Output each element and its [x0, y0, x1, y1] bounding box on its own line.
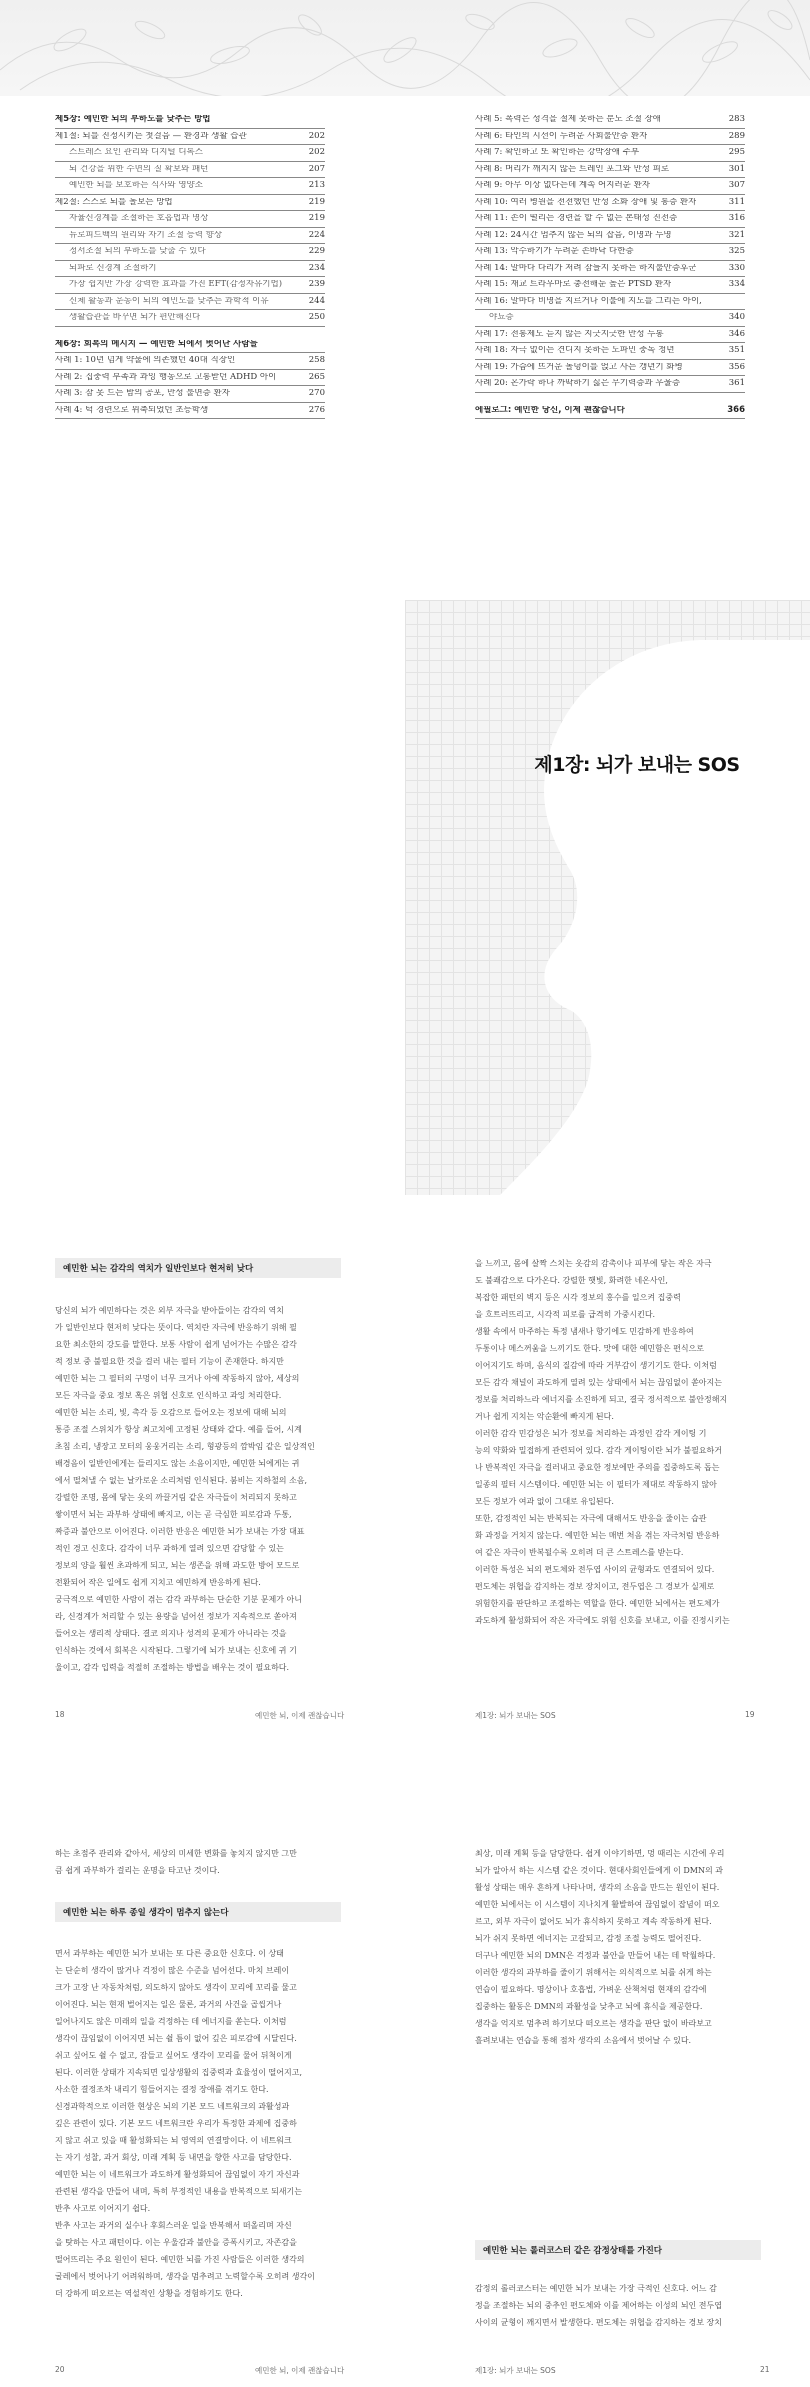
toc-entry-title: 사례 1: 10년 넘게 약물에 의존했던 40대 직장인: [55, 356, 236, 365]
page-number: 21: [760, 2365, 770, 2374]
toc-entry-page: 351: [728, 345, 745, 355]
toc-entry-page: 289: [728, 130, 745, 141]
text-line: 이어지기도 하며, 음식의 질감에 따라 거부감이 생기기도 한다. 이처럼: [475, 1361, 717, 1370]
text-line: 이러한 특성은 뇌의 편도체와 전두엽 사이의 균형과도 연결되어 있다.: [475, 1565, 715, 1574]
toc-entry[interactable]: [55, 211, 325, 228]
page-number: 18: [55, 1710, 65, 1719]
text-line: 신경과학적으로 이러한 현상은 뇌의 기본 모드 네트워크의 과활성과: [55, 2102, 290, 2111]
text-line: 여 같은 자극이 반복될수록 오히려 더 큰 스트레스를 받는다.: [475, 1548, 684, 1557]
toc-entry[interactable]: [475, 327, 745, 344]
text-line: 이러한 감각 민감성은 뇌가 정보를 처리하는 과정인 감각 게이팅 기: [475, 1429, 707, 1438]
toc-chapter-heading[interactable]: [55, 337, 325, 354]
leaf-pattern-icon: [0, 0, 810, 96]
toc-entry-title: 사례 2: 집중력 부족과 과잉 행동으로 고통받던 ADHD 아이: [55, 372, 277, 381]
text-line: 연습이 필요하다. 명상이나 호흡법, 가벼운 산책처럼 현재의 감각에: [475, 1985, 707, 1994]
toc-entry-page: 224: [308, 229, 325, 240]
toc-entry[interactable]: [55, 386, 325, 403]
text-line: 르고, 외부 자극이 없어도 뇌가 휴식하지 못하고 계속 작동하게 된다.: [475, 1917, 712, 1926]
text-line: 더 강하게 떠오르는 역설적인 상황을 경험하기도 한다.: [55, 2289, 243, 2298]
toc-entry[interactable]: [55, 261, 325, 278]
text-line: 요한 최소한의 강도를 말한다. 보통 사람이 쉽게 넘어가는 수많은 감각: [55, 1340, 297, 1349]
text-line: 모든 감각 채널이 과도하게 열려 있는 상태에서 뇌는 끊임없이 쏟아지는: [475, 1378, 722, 1387]
toc-entry-title: 사례 8: 머리가 깨지지 않는 트레인 포그와 만성 피로: [475, 164, 670, 173]
toc-entry-page: 270: [308, 388, 325, 398]
text-line: 화 과정을 거치지 않는다. 예민한 뇌는 매번 처음 겪는 자극처럼 반응하: [475, 1531, 720, 1540]
text-line: 면서 과부하는 예민한 뇌가 보내는 또 다른 중요한 신호다. 이 상태: [55, 1949, 284, 1958]
toc-entry-title: 제2절: 스스로 뇌를 돌보는 방법: [55, 197, 173, 206]
toc-entry[interactable]: [55, 403, 325, 420]
text-line: 활성 상태는 매우 흔하게 나타나며, 생각의 소음을 만드는 원인이 된다.: [475, 1883, 720, 1892]
text-line: 모든 자극을 중요 정보 혹은 위협 신호로 인식하고 과잉 처리한다.: [55, 1391, 282, 1400]
toc-entry[interactable]: [475, 162, 745, 179]
toc-entry-page: 366: [727, 404, 745, 415]
toc-entry-page: 229: [308, 246, 325, 256]
toc-chapter-heading[interactable]: [55, 112, 325, 129]
toc-entry-title: 사례 15: 재교 트라우마로 충전해둔 높은 PTSD 환자: [475, 280, 672, 289]
toc-entry[interactable]: [55, 370, 325, 387]
text-line: 또한, 감정적인 뇌는 반복되는 자극에 대해서도 반응을 줄이는 습관: [475, 1514, 707, 1523]
toc-entry[interactable]: [55, 195, 325, 212]
text-line: 을 느끼고, 몸에 살짝 스치는 옷감의 감촉이나 피부에 닿는 작은 자극: [475, 1259, 712, 1268]
text-line: 는 단순히 생각이 많거나 걱정이 많은 수준을 넘어선다. 마치 브레이: [55, 1966, 290, 1975]
toc-entry[interactable]: [55, 178, 325, 195]
page-number: 19: [745, 1710, 755, 1719]
toc-entry-title: 뉴로피드백의 원리와 자기 조절 능력 향상: [69, 230, 223, 239]
toc-entry-page: 356: [728, 361, 745, 372]
body-text: [475, 1845, 775, 2049]
toc-entry-title: 사례 12: 24시간 멈추지 않는 뇌의 잡음, 이명과 두명: [475, 230, 672, 239]
text-line: 이러한 생각의 과부하를 줄이기 위해서는 의식적으로 뇌를 쉬게 하는: [475, 1968, 712, 1977]
toc-entry[interactable]: [475, 244, 745, 261]
toc-entry-title: 예민한 뇌를 보호하는 식사와 영양소: [69, 181, 203, 190]
text-line: 배경음이 일반인에게는 들리지도 않는 소음이지만, 예민한 뇌에게는 귀: [55, 1459, 300, 1468]
running-title: 제1장: 뇌가 보내는 SOS: [475, 2366, 556, 2375]
toc-entry[interactable]: [475, 145, 745, 162]
toc-chapter-heading[interactable]: [475, 403, 745, 420]
toc-entry[interactable]: [55, 162, 325, 179]
toc-entry-page: 219: [308, 213, 325, 223]
toc-entry-title: 야뇨증: [489, 313, 514, 322]
toc-entry-page: 250: [308, 312, 325, 322]
text-line: 가 일반인보다 현저히 낮다는 뜻이다. 역치란 자극에 반응하기 위해 필: [55, 1323, 297, 1332]
toc-entry-page: 239: [308, 279, 325, 289]
toc-entry-page: 330: [728, 262, 745, 273]
toc-entry[interactable]: [475, 343, 745, 360]
text-line: 흘려보내는 연습을 통해 점차 생각의 소음에서 벗어날 수 있다.: [475, 2036, 692, 2045]
toc-entry-page: 213: [308, 180, 325, 190]
toc-entry-title: 뇌파로 신경계 조절하기: [69, 263, 157, 272]
text-line: 집중하는 활동은 DMN의 과활성을 낮추고 뇌에 휴식을 제공한다.: [475, 2002, 703, 2011]
toc-entry-page: 219: [308, 196, 325, 207]
page-number: 20: [55, 2365, 65, 2374]
body-text: [475, 2280, 775, 2331]
toc-entry[interactable]: [55, 353, 325, 370]
toc-entry-title: 에필로그: 예민한 당신, 이제 괜찮습니다: [475, 405, 625, 414]
body-text: [55, 1945, 355, 2302]
text-line: 는 자기 성찰, 과거 회상, 미래 계획 등 내면을 향한 사고를 담당한다.: [55, 2153, 292, 2162]
text-line: 초침 소리, 냉장고 모터의 웅웅거리는 소리, 형광등의 깜박임 같은 일상적인: [55, 1442, 315, 1451]
text-line: 과도하게 활성화되어 작은 자극에도 위험 신호를 보내고, 이를 진정시키는: [475, 1616, 730, 1625]
toc-entry-title: 사례 14: 말마다 다리가 저려 잠들지 못하는 하지불안증후군: [475, 263, 697, 272]
toc-entry-title: 사례 17: 전통제도 듣지 않는 지긋지긋한 만성 두통: [475, 329, 664, 338]
toc-entry[interactable]: [475, 228, 745, 245]
text-line: 생각이 끊임없이 이어지면 뇌는 쉴 틈이 없어 깊은 피로감에 시달린다.: [55, 2034, 297, 2043]
text-line: 거나 쉽게 지치는 악순환에 빠지게 된다.: [475, 1412, 614, 1421]
toc-entry-title: 정서조절 뇌의 부하도를 낮출 수 있다: [69, 247, 206, 256]
toc-entry-title: 사례 13: 악수하기가 두려운 손바닥 다한증: [475, 247, 634, 256]
toc-entry-page: 334: [728, 279, 745, 289]
toc-entry[interactable]: [475, 376, 745, 393]
toc-entry[interactable]: [475, 277, 745, 294]
toc-entry[interactable]: [55, 277, 325, 294]
toc-spacer: [55, 327, 325, 337]
toc-spacer: [475, 393, 745, 403]
toc-entry-page: 321: [728, 229, 745, 240]
toc-entry[interactable]: [475, 360, 745, 377]
text-line: 적 정보 중 불필요한 것을 걸러 내는 필터 기능이 존재한다. 하지만: [55, 1357, 284, 1366]
toc-entry-page: 244: [308, 295, 325, 306]
text-line: 떨어뜨리는 주요 원인이 된다. 예민한 뇌를 가진 사람들은 이러한 생각의: [55, 2255, 305, 2264]
text-line: 능의 약화와 밀접하게 관련되어 있다. 감각 게이팅이란 뇌가 불필요하거: [475, 1446, 722, 1455]
toc-entry[interactable]: [55, 228, 325, 245]
text-line: 감정의 롤러코스터는 예민한 뇌가 보내는 가장 극적인 신호다. 어느 감: [475, 2284, 717, 2293]
text-line: 을 흐트러뜨리고, 시각적 피로를 급격히 가중시킨다.: [475, 1310, 656, 1319]
toc-entry-title: 사례 20: 온가락 하나 까딱하기 싫은 무기력증과 우울증: [475, 379, 681, 388]
toc-entry-title: 생활습관을 바꾸면 뇌가 편안해진다: [69, 313, 201, 322]
text-line: 짜증과 불안으로 이어진다. 이러한 반응은 예민한 뇌가 보내는 가장 대표: [55, 1527, 305, 1536]
text-line: 편도체는 위협을 감지하는 경보 장치이고, 전두엽은 그 경보가 실제로: [475, 1582, 715, 1591]
text-line: 일어나지도 않은 미래의 일을 걱정하는 데 에너지를 쏟는다. 이처럼: [55, 2017, 287, 2026]
text-line: 통증 조절 스위치가 항상 최고치에 고정된 상태와 같다. 예를 들어, 시계: [55, 1425, 302, 1434]
text-line: 쉬고 싶어도 쉴 수 없고, 잠들고 싶어도 생각이 꼬리를 물어 뒤척이게: [55, 2051, 292, 2060]
text-line: 전환되어 작은 일에도 쉽게 지치고 예민하게 반응하게 된다.: [55, 1578, 261, 1587]
text-line: 당신의 뇌가 예민하다는 것은 외부 자극을 받아들이는 감각의 역치: [55, 1306, 284, 1315]
toc-entry-title: 사례 19: 가슴에 뜨거운 돌덩이를 얹고 사는 갱년기 화병: [475, 362, 683, 371]
text-line: 사소한 결정조차 내리기 힘들어지는 결정 장애를 겪기도 한다.: [55, 2085, 269, 2094]
text-line: 울이고, 감각 입력을 적절히 조절하는 방법을 배우는 것이 필요하다.: [55, 1663, 290, 1672]
text-line: 위험한지를 판단하고 조절하는 역할을 한다. 예민한 뇌에서는 편도체가: [475, 1599, 720, 1608]
chapter-title-page: [405, 600, 810, 1195]
toc-entry-title: 스트레스 요인 관리와 디지털 디톡스: [69, 148, 203, 157]
toc-entry-page: 258: [308, 355, 325, 365]
toc-entry-title: 사례 6: 타인의 시선이 두려운 사회불안증 환자: [475, 131, 648, 140]
toc-entry[interactable]: [55, 244, 325, 261]
toc-entry-page: 295: [728, 147, 745, 157]
text-line: 두통이나 메스꺼움을 느끼기도 한다. 맛에 대한 예민함은 편식으로: [475, 1344, 704, 1353]
text-line: 깊은 관련이 있다. 기본 모드 네트워크란 우리가 특정한 과제에 집중하: [55, 2119, 297, 2128]
toc-entry-page: 301: [728, 163, 745, 174]
text-line: 정보를 처리하느라 에너지를 소진하게 되고, 결국 정서적으로 불안정해지: [475, 1395, 728, 1404]
toc-entry-page: 307: [728, 180, 745, 190]
text-line: 더구나 예민한 뇌의 DMN은 걱정과 불안을 만들어 내는 데 탁월하다.: [475, 1951, 716, 1960]
section-heading: 예민한 뇌는 롤러코스터 같은 감정상태를 가진다: [475, 2240, 761, 2260]
body-text: [475, 1255, 775, 1629]
running-title: 제1장: 뇌가 보내는 SOS: [475, 1711, 556, 1720]
text-line: 반추 사고로 이어지기 쉽다.: [55, 2204, 151, 2213]
toc-right-column: [475, 112, 745, 419]
text-line: 이어진다. 뇌는 현재 벌어지는 일은 물론, 과거의 사건을 곱씹거나: [55, 2000, 282, 2009]
section-heading: 예민한 뇌는 하루 종일 생각이 멈추지 않는다: [55, 1902, 341, 1922]
text-line: 복잡한 패턴의 벽지 등은 시각 정보의 홍수를 일으켜 집중력: [475, 1293, 681, 1302]
toc-entry-title: 사례 10: 여러 병원을 전전했던 만성 소화 장애 및 통증 환자: [475, 197, 697, 206]
text-line: 생활 속에서 마주하는 특정 냄새나 향기에도 민감하게 반응하여: [475, 1327, 694, 1336]
text-line: 을 탓하는 사고 패턴이다. 이는 우울감과 불안을 증폭시키고, 자존감을: [55, 2238, 297, 2247]
body-text: [55, 1302, 355, 1676]
running-title: 예민한 뇌, 이제 괜찮습니다: [255, 2366, 345, 2375]
toc-entry-page: 346: [728, 328, 745, 339]
toc-entry-page: 316: [728, 213, 745, 223]
toc-entry-page: 340: [728, 312, 745, 322]
toc-entry-title: 사례 16: 말마다 비명을 지르거나 이불에 지도를 그리는 아이,: [475, 296, 702, 305]
toc-entry-page: 202: [308, 130, 325, 141]
toc-entry-title: 뇌 건강을 위한 수면의 질 확보와 패턴: [69, 164, 209, 173]
toc-entry[interactable]: [55, 145, 325, 162]
text-line: 라, 신경계가 처리할 수 있는 용량을 넘어선 정보가 지속적으로 쏟아져: [55, 1612, 297, 1621]
text-line: 인식하는 것에서 회복은 시작된다. 그렇기에 뇌가 보내는 신호에 귀 기: [55, 1646, 297, 1655]
text-line: 들어오는 생리적 상태다. 결코 의지나 성격의 문제가 아니라는 것을: [55, 1629, 287, 1638]
running-title: 예민한 뇌, 이제 괜찮습니다: [255, 1711, 345, 1720]
toc-entry[interactable]: [475, 195, 745, 212]
text-line: 예민한 뇌에서는 이 시스템이 지나치게 활발하여 끊임없이 잡념이 떠오: [475, 1900, 720, 1909]
text-line: 정보의 양을 훨씬 초과하게 되고, 뇌는 생존을 위해 과도한 방어 모드로: [55, 1561, 300, 1570]
toc-entry-title: 사례 5: 폭력은 성격을 절제 못하는 분노 조절 장애: [475, 115, 661, 124]
text-line: 된다. 이러한 상태가 지속되면 일상생활의 집중력과 효율성이 떨어지고,: [55, 2068, 302, 2077]
text-line: 큼 쉽게 과부하가 걸리는 운명을 타고난 것이다.: [55, 1866, 220, 1875]
body-text: [55, 1845, 355, 1879]
section-heading: 예민한 뇌는 감각의 역치가 일반인보다 현저히 낮다: [55, 1258, 341, 1278]
toc-entry-page: 361: [728, 378, 745, 388]
toc-entry[interactable]: [475, 294, 745, 311]
toc-entry[interactable]: [55, 129, 325, 146]
toc-entry-page: 234: [308, 262, 325, 273]
toc-entry[interactable]: [475, 211, 745, 228]
toc-entry-title: 신체 활동과 운동이 뇌의 예민도를 낮추는 과학적 이유: [69, 296, 269, 305]
toc-entry-title: 제6장: 회복의 메시지 — 예민한 뇌에서 벗어난 사람들: [55, 339, 258, 348]
text-line: 에서 떨쳐낼 수 없는 날카로운 소리처럼 인식된다. 붐비는 지하철의 소음,: [55, 1476, 308, 1485]
toc-entry-page: 202: [308, 147, 325, 157]
toc-entry-page: 276: [308, 404, 325, 415]
text-line: 예민한 뇌는 이 네트워크가 과도하게 활성화되어 끊임없이 자기 자신과: [55, 2170, 300, 2179]
text-line: 뇌가 쉬지 못하면 에너지는 고갈되고, 감정 조절 능력도 떨어진다.: [475, 1934, 702, 1943]
text-line: 관련된 생각을 만들어 내며, 특히 부정적인 내용을 반복적으로 되새기는: [55, 2187, 302, 2196]
toc-entry-title: 제1절: 뇌를 진정시키는 첫걸음 — 환경과 생활 습관: [55, 131, 247, 140]
toc-entry[interactable]: [475, 178, 745, 195]
text-line: 모든 정보가 여과 없이 그대로 유입된다.: [475, 1497, 614, 1506]
toc-entry[interactable]: [55, 310, 325, 327]
toc-entry[interactable]: [475, 112, 745, 129]
toc-entry-title: 사례 3: 잠 못 드는 밤의 공포, 만성 불면증 환자: [55, 389, 230, 398]
toc-entry-page: 265: [308, 371, 325, 382]
text-line: 사이의 균형이 깨지면서 발생한다. 편도체는 위협을 감지하는 경보 장치: [475, 2318, 722, 2327]
toc-entry-title: 사례 18: 자극 없이는 견디지 못하는 도파민 중독 청년: [475, 346, 675, 355]
toc-entry-title: 사례 9: 아무 이상 없다는데 계속 어지러운 환자: [475, 181, 650, 190]
text-line: 적인 경고 신호다. 감각이 너무 과하게 열려 있으면 감당할 수 있는: [55, 1544, 284, 1553]
toc-entry-title: 사례 11: 손이 떨리는 경련을 할 수 없는 본태성 진전증: [475, 214, 678, 223]
decorative-header: [0, 0, 810, 96]
toc-entry-title: 가장 쉽지만 가장 강력한 효과를 가진 EFT(감정자유기법): [69, 280, 283, 289]
toc-entry-title: 사례 7: 확인하고 또 확인하는 강박장애 주부: [475, 148, 640, 157]
chapter-title: 제1장: 뇌가 보내는 SOS: [534, 754, 740, 776]
toc-entry-title: 사례 4: 턱 경련으로 위축되었던 초등학생: [55, 405, 209, 414]
text-line: 하는 초점주 관리와 같아서, 세상의 미세한 변화를 놓치지 않지만 그만: [55, 1849, 297, 1858]
toc-entry-page: 325: [728, 246, 745, 256]
text-line: 궁극적으로 예민한 사람이 겪는 감각 과부하는 단순한 기분 문제가 아니: [55, 1595, 302, 1604]
text-line: 굴레에서 벗어나기 어려워하며, 생각을 멈추려고 노력할수록 오히려 생각이: [55, 2272, 315, 2281]
text-line: 쌓이면서 뇌는 과부하 상태에 빠지고, 이는 곧 극심한 피로감과 두통,: [55, 1510, 292, 1519]
text-line: 최상, 미래 계획 등을 담당한다. 쉽게 이야기하면, 멍 때리는 시간에 우리: [475, 1849, 725, 1858]
text-line: 예민한 뇌는 그 필터의 구멍이 너무 크거나 아예 작동하지 않아, 세상의: [55, 1374, 300, 1383]
toc-entry[interactable]: [55, 294, 325, 311]
toc-entry-page: 207: [308, 163, 325, 174]
text-line: 일종의 필터 시스템이다. 예민한 뇌는 이 필터가 제대로 작동하지 않아: [475, 1480, 717, 1489]
toc-entry-page: 311: [728, 196, 745, 207]
text-line: 나 반복적인 자극을 걸러내고 중요한 정보에만 주의를 집중하도록 돕는: [475, 1463, 720, 1472]
text-line: 생각을 억지로 멈추려 하기보다 떠오르는 생각을 판단 없이 바라보고: [475, 2019, 712, 2028]
text-line: 크가 고장 난 자동차처럼, 의도하지 않아도 생각이 꼬리에 꼬리를 물고: [55, 1983, 297, 1992]
head-silhouette-icon: [405, 600, 810, 1195]
toc-entry[interactable]: [475, 129, 745, 146]
text-line: 반추 사고는 과거의 실수나 후회스러운 일을 반복해서 떠올리며 자신: [55, 2221, 292, 2230]
toc-entry-title: 제5장: 예민한 뇌의 부하도를 낮추는 방법: [55, 115, 211, 124]
text-line: 도 불쾌감으로 다가온다. 강렬한 햇빛, 화려한 네온사인,: [475, 1276, 668, 1285]
toc-entry-page: 283: [728, 114, 745, 124]
text-line: 예민한 뇌는 소리, 빛, 촉각 등 오감으로 들어오는 정보에 대해 뇌의: [55, 1408, 287, 1417]
toc-entry[interactable]: [475, 310, 745, 327]
text-line: 정을 조절하는 뇌의 중추인 편도체와 이를 제어하는 이성의 뇌인 전두엽: [475, 2301, 722, 2310]
toc-entry[interactable]: [475, 261, 745, 278]
text-line: 강렬한 조명, 몸에 닿는 옷의 까끌거림 같은 자극들이 처리되지 못하고: [55, 1493, 297, 1502]
toc-entry-title: 자율신경계를 조절하는 호흡법과 명상: [69, 214, 209, 223]
toc-left-column: [55, 112, 325, 419]
text-line: 뇌가 알아서 하는 시스템 같은 것이다. 현대사회인들에게 이 DMN의 과: [475, 1866, 723, 1875]
text-line: 지 않고 쉬고 있을 때 활성화되는 뇌 영역의 연결망이다. 이 네트워크: [55, 2136, 292, 2145]
